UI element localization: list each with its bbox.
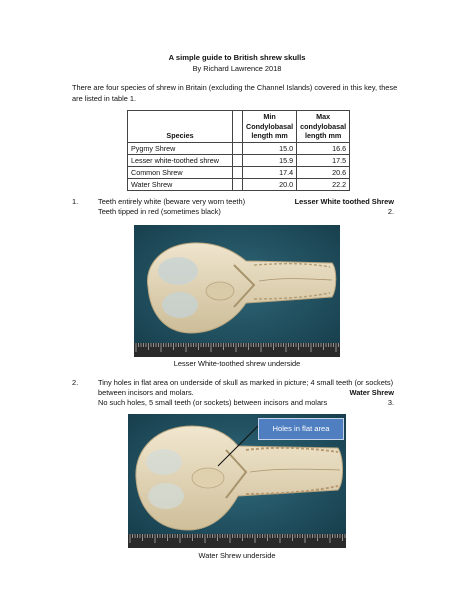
table-row	[128, 166, 350, 178]
cell-min: 17.4	[243, 166, 297, 178]
cell-max: 16.6	[297, 142, 350, 154]
step-1-result-1: Lesser White toothed Shrew	[294, 197, 394, 206]
cell-max: 17.5	[297, 154, 350, 166]
step-2-line-1: Tiny holes in flat area on underside of skull as marked in picture; 4 small teeth (or sockets)	[98, 378, 394, 387]
column-header-blank	[233, 111, 243, 143]
step-2-line-3: No such holes, 5 small teeth (or sockets) between incisors and molars	[98, 398, 328, 407]
page-title: A simple guide to British shrew skulls	[168, 53, 306, 62]
table-row	[128, 142, 350, 154]
holes-callout-label: Holes in flat area	[258, 418, 344, 440]
cell-min: 15.9	[243, 154, 297, 166]
cell-species: Pygmy Shrew	[128, 142, 233, 154]
cell-max: 20.6	[297, 166, 350, 178]
step-2-result-1: Water Shrew	[349, 388, 394, 397]
cell-species: Water Shrew	[128, 178, 233, 190]
intro-line-2: are listed in table 1.	[72, 94, 137, 103]
cell-min: 15.0	[243, 142, 297, 154]
scale-ruler	[134, 343, 340, 357]
column-header-max: Max condylobasal length mm	[297, 111, 350, 143]
table-row	[128, 154, 350, 166]
step-1-result-2: 2.	[387, 207, 394, 216]
column-header-species: Species	[128, 111, 233, 143]
step-2-line-2: between incisors and molars.	[98, 388, 194, 397]
step-1-line-1: Teeth entirely white (beware very worn teeth)	[98, 197, 246, 206]
step-1-line-2: Teeth tipped in red (sometimes black)	[98, 207, 221, 216]
figure-1-caption: Lesser White-toothed shrew underside	[173, 359, 301, 368]
species-table	[127, 110, 350, 191]
step-1-number: 1.	[72, 197, 79, 206]
column-header-min: Min Condylobasal length mm	[243, 111, 297, 143]
lesser-white-toothed-shrew-photo	[134, 225, 340, 357]
figure-2-caption: Water Shrew underside	[198, 551, 276, 560]
table-header-row	[128, 111, 350, 143]
skull-image	[134, 225, 340, 357]
scale-ruler	[128, 534, 346, 548]
intro-line-1: There are four species of shrew in Britain (excluding the Channel Islands) covered in this key, these	[72, 83, 398, 92]
cell-min: 20.0	[243, 178, 297, 190]
byline: By Richard Lawrence 2018	[192, 64, 282, 73]
cell-max: 22.2	[297, 178, 350, 190]
step-2-result-2: 3.	[387, 398, 394, 407]
cell-species: Common Shrew	[128, 166, 233, 178]
cell-species: Lesser white-toothed shrew	[128, 154, 233, 166]
step-2-number: 2.	[72, 378, 79, 387]
table-row	[128, 178, 350, 190]
